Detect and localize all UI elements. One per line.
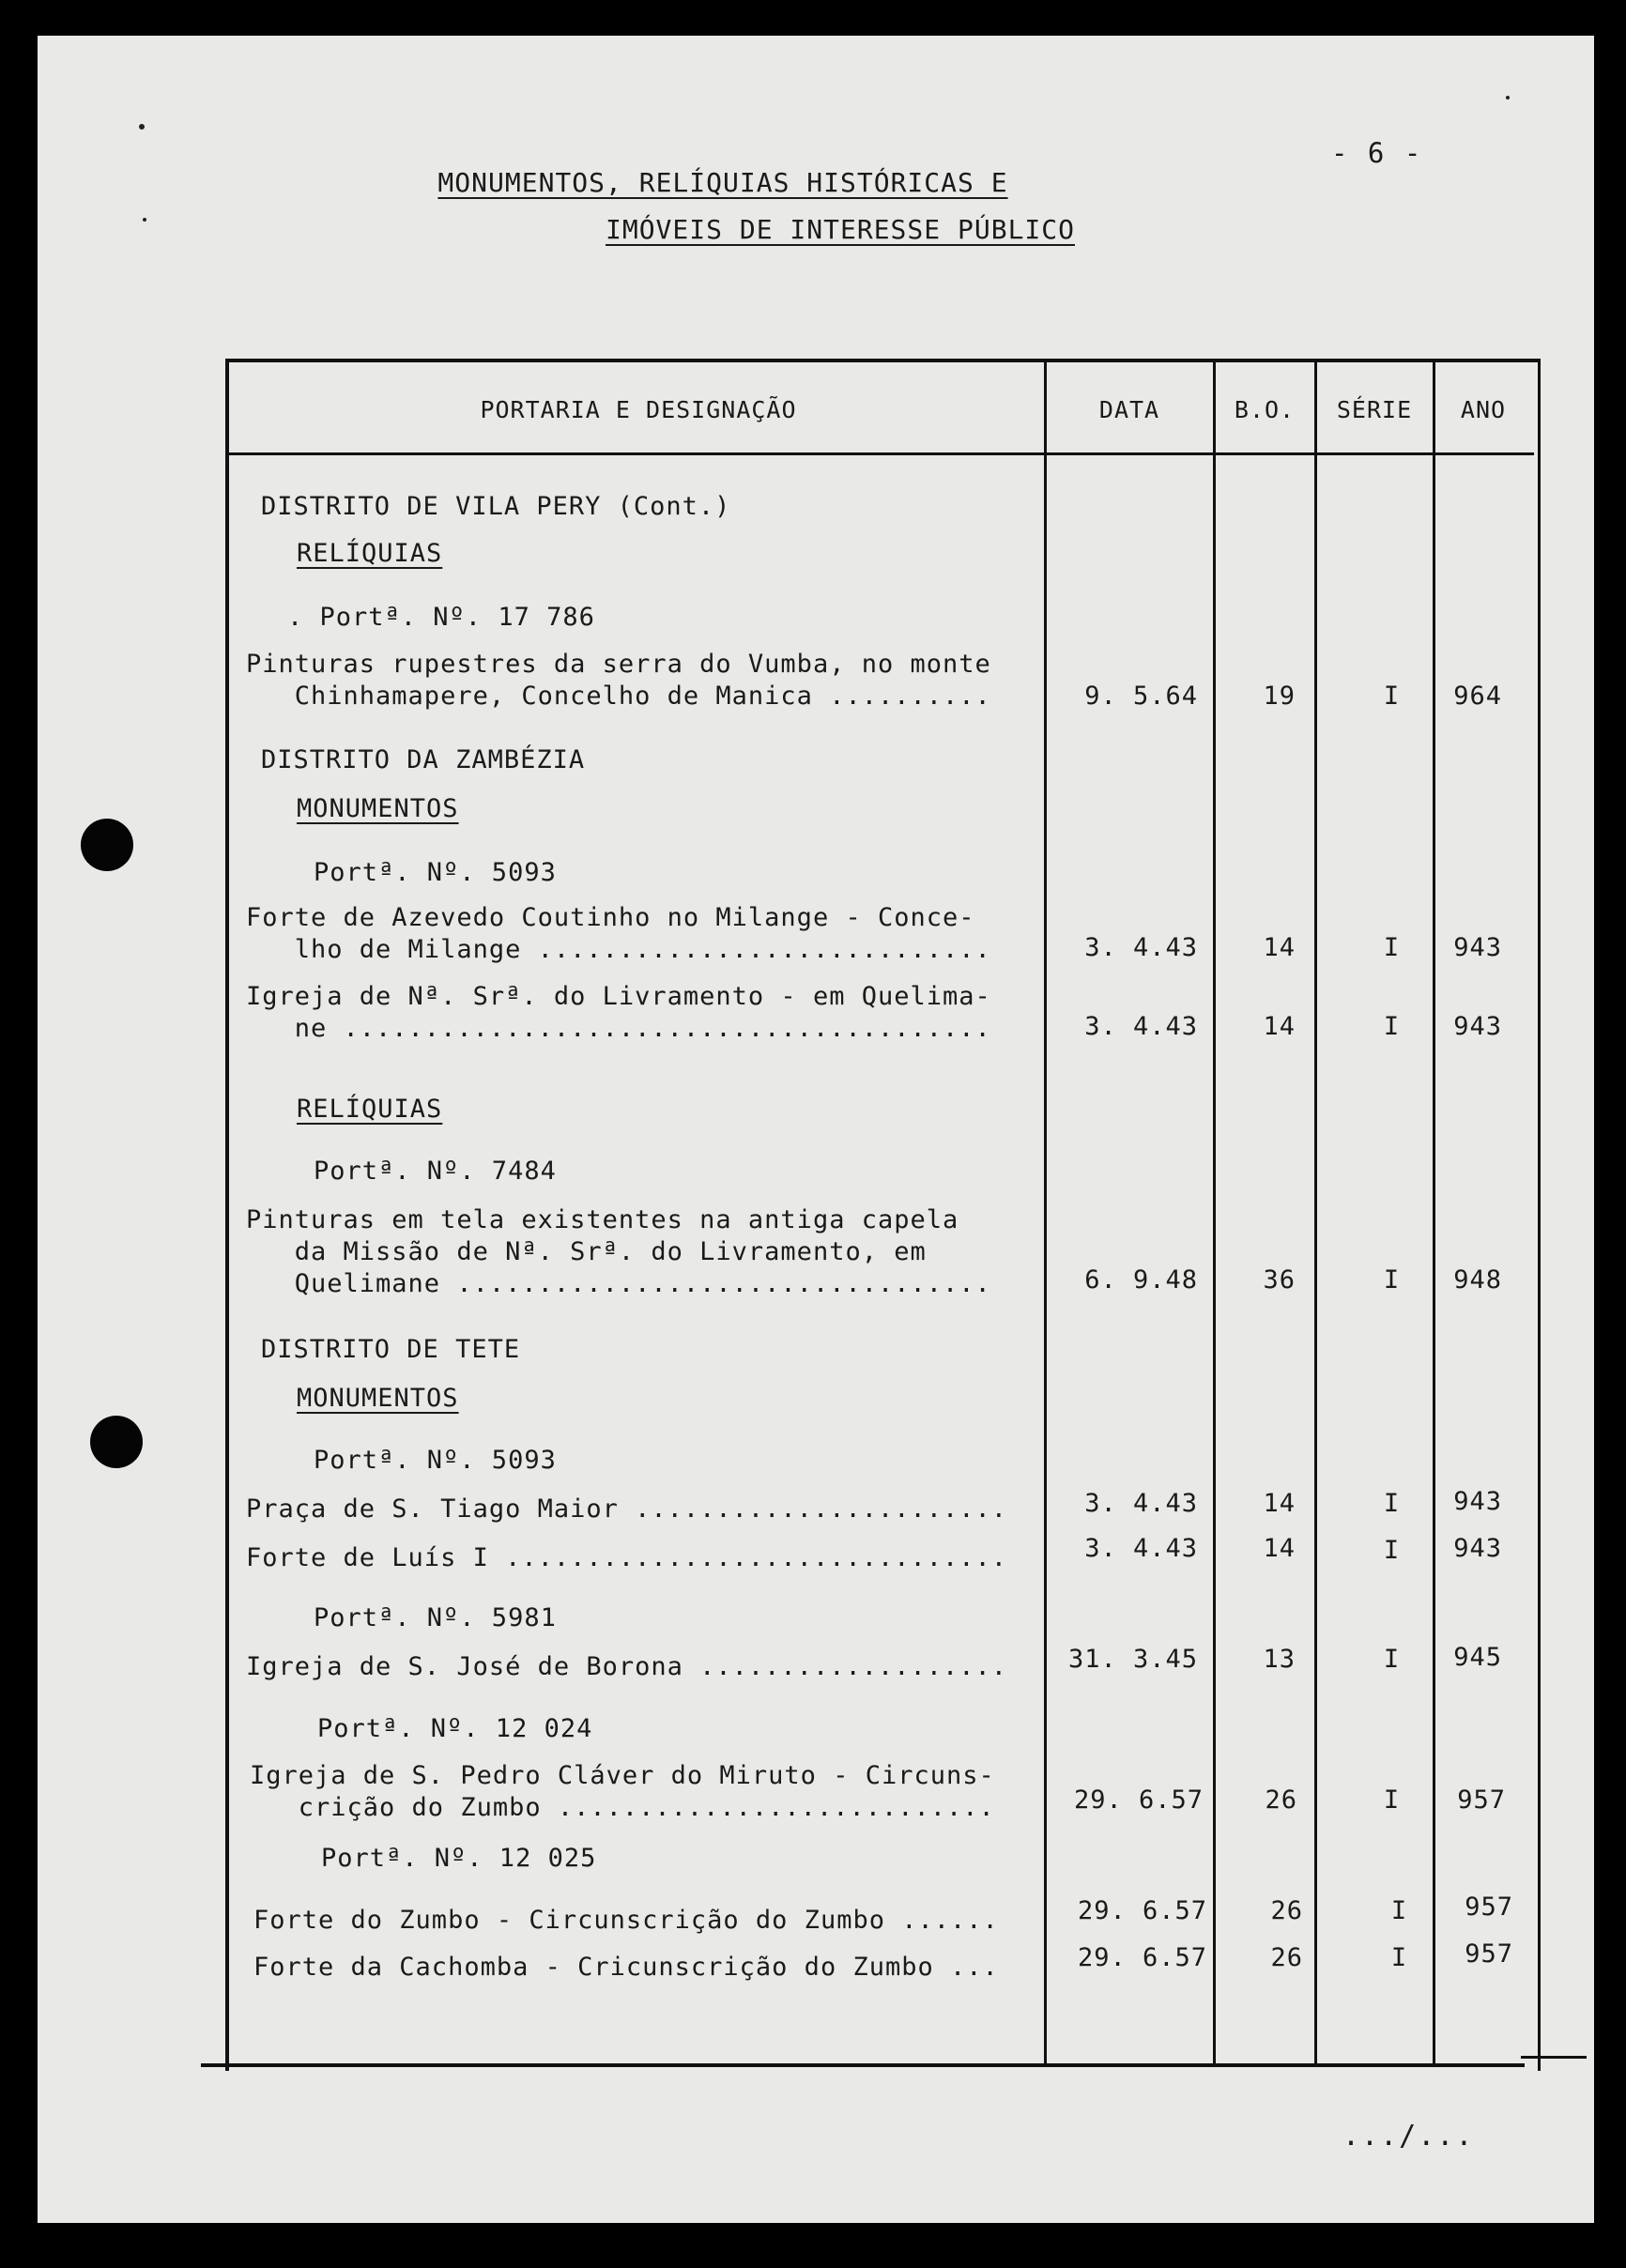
page-number: - 6 - (1331, 137, 1423, 169)
page-title-line-1: MONUMENTOS, RELÍQUIAS HISTÓRICAS E (437, 167, 1008, 198)
entry-data: 6. 9.48 (1084, 1265, 1198, 1295)
entry-serie: I (1383, 1265, 1400, 1295)
punch-hole (81, 819, 133, 871)
header-data: DATA (1098, 396, 1160, 423)
entry-ano: 943 (1453, 933, 1502, 962)
header-ano: ANO (1460, 396, 1507, 423)
page-title-line-2: IMÓVEIS DE INTERESSE PÚBLICO (605, 214, 1075, 245)
portaria-ref: Portª. Nº. 12 025 (321, 1844, 597, 1873)
entry-text: crição do Zumbo ........................... (250, 1793, 995, 1822)
entry-text: Praça de S. Tiago Maior ....................... (246, 1494, 1008, 1524)
entry-ano: 957 (1465, 1893, 1513, 1922)
entry-serie: I (1383, 1489, 1400, 1518)
section-heading: DISTRITO DA ZAMBÉZIA (261, 745, 586, 774)
entry-bo: 14 (1263, 1534, 1296, 1563)
entry-serie: I (1390, 1943, 1407, 1972)
header-divider (225, 452, 1534, 455)
entry-bo: 26 (1270, 1896, 1303, 1925)
entry-bo: 19 (1263, 682, 1296, 711)
speck (1506, 96, 1510, 100)
entry-serie: I (1383, 933, 1400, 962)
entry-serie: I (1383, 1785, 1400, 1815)
table-bottom-border-ext (1521, 2056, 1587, 2059)
header-designacao: PORTARIA E DESIGNAÇÃO (480, 396, 797, 423)
entry-ano: 957 (1457, 1785, 1506, 1815)
entry-data: 3. 4.43 (1084, 1534, 1198, 1563)
entry-text: da Missão de Nª. Srª. do Livramento, em (246, 1237, 927, 1266)
entry-ano: 943 (1453, 1534, 1502, 1563)
entry-text: Forte da Cachomba - Cricunscrição do Zumbo ... (253, 1953, 999, 1982)
subsection-heading: MONUMENTOS (297, 794, 459, 823)
entry-data: 29. 6.57 (1073, 1785, 1204, 1815)
portaria-ref: Portª. Nº. 12 024 (317, 1714, 593, 1743)
subsection-heading: MONUMENTOS (297, 1384, 459, 1413)
entry-bo: 36 (1263, 1265, 1296, 1295)
subsection-heading: RELÍQUIAS (297, 539, 443, 568)
portaria-ref: Portª. Nº. 5093 (314, 1446, 557, 1475)
entry-text: Forte de Azevedo Coutinho no Milange - Conce- (246, 903, 975, 932)
entry-bo: 26 (1270, 1943, 1303, 1972)
entry-bo: 14 (1263, 933, 1296, 962)
punch-hole (90, 1416, 143, 1468)
entry-data: 29. 6.57 (1077, 1943, 1207, 1972)
entry-bo: 14 (1263, 1489, 1296, 1518)
table-bottom-border (201, 2063, 1525, 2067)
entry-text: Pinturas em tela existentes na antiga capela (246, 1205, 959, 1234)
entry-text: Forte do Zumbo - Circunscrição do Zumbo ...... (253, 1906, 999, 1935)
column-divider (1044, 362, 1047, 2065)
entry-serie: I (1383, 1645, 1400, 1674)
column-divider (1314, 362, 1317, 2065)
entry-data: 3. 4.43 (1084, 1489, 1198, 1518)
entry-bo: 14 (1263, 1012, 1296, 1041)
entry-data: 31. 3.45 (1067, 1645, 1198, 1674)
entry-ano: 943 (1453, 1487, 1502, 1516)
entry-text: lho de Milange ............................ (246, 935, 991, 964)
portaria-ref: Portª. Nº. 5093 (314, 858, 557, 887)
subsection-heading: RELÍQUIAS (297, 1095, 443, 1124)
entry-text: ne ........................................ (246, 1014, 991, 1043)
entry-serie: I (1383, 682, 1400, 711)
portaria-ref: Portª. Nº. 7484 (314, 1157, 557, 1186)
header-bo: B.O. (1234, 396, 1296, 423)
continuation-mark: .../... (1342, 2120, 1475, 2153)
speck (143, 218, 146, 222)
entry-bo: 26 (1265, 1785, 1297, 1815)
entry-serie: I (1390, 1896, 1407, 1925)
portaria-ref: . Portª. Nº. 17 786 (287, 603, 595, 632)
entry-text: Igreja de S. José de Borona ................... (246, 1652, 1008, 1681)
section-heading: DISTRITO DE TETE (261, 1335, 521, 1364)
entry-data: 3. 4.43 (1084, 933, 1198, 962)
speck (139, 124, 145, 130)
entry-serie: I (1383, 1012, 1400, 1041)
entry-data: 9. 5.64 (1084, 682, 1198, 711)
header-serie: SÉRIE (1336, 396, 1413, 423)
entry-data: 3. 4.43 (1084, 1012, 1198, 1041)
entry-text: Quelimane ................................. (246, 1269, 991, 1298)
entry-text: Chinhamapere, Concelho de Manica .......... (246, 682, 991, 711)
portaria-ref: Portª. Nº. 5981 (314, 1603, 557, 1632)
entry-ano: 945 (1453, 1643, 1502, 1672)
entry-ano: 957 (1465, 1939, 1513, 1969)
entry-bo: 13 (1263, 1645, 1296, 1674)
entry-text: Igreja de S. Pedro Cláver do Miruto - Circuns- (250, 1761, 995, 1790)
entry-ano: 943 (1453, 1012, 1502, 1041)
section-heading: DISTRITO DE VILA PERY (Cont.) (261, 492, 731, 521)
entry-ano: 964 (1453, 682, 1502, 711)
column-divider (1213, 362, 1216, 2065)
entry-serie: I (1383, 1536, 1400, 1565)
entry-text: Pinturas rupestres da serra do Vumba, no monte (246, 650, 991, 679)
entry-text: Igreja de Nª. Srª. do Livramento - em Quelima- (246, 982, 991, 1011)
entry-data: 29. 6.57 (1077, 1896, 1207, 1925)
entry-text: Forte de Luís I ............................... (246, 1543, 1008, 1572)
entry-ano: 948 (1453, 1265, 1502, 1295)
